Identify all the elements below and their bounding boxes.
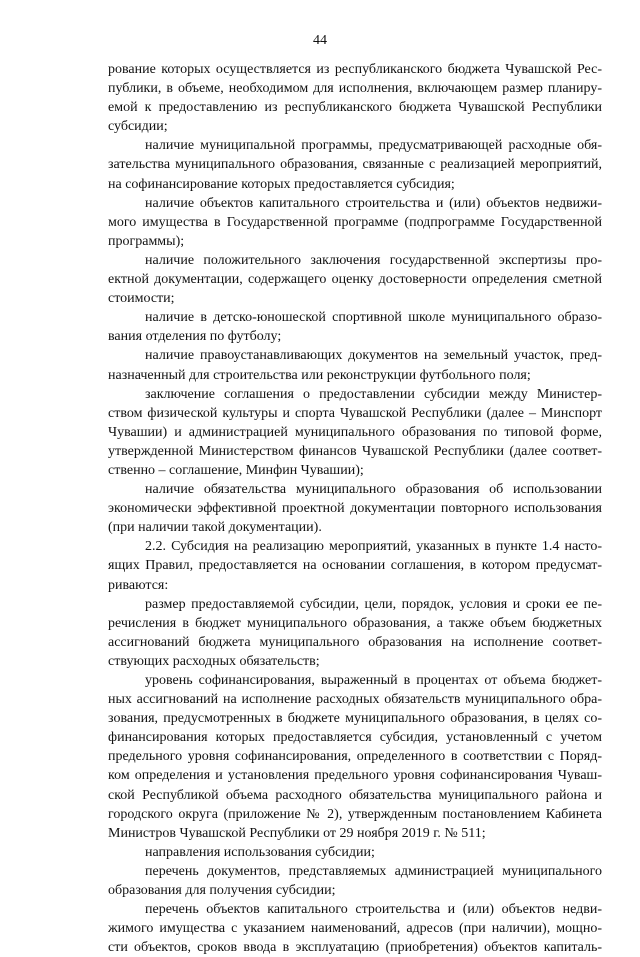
- text-line: экономически эффективной проектной документации повторного использования: [108, 501, 602, 517]
- text-line: риваются:: [108, 577, 169, 593]
- text-line: направления использования субсидии;: [145, 844, 375, 860]
- text-line: перечень объектов капитального строительства и (или) объектов недви-: [145, 902, 602, 918]
- text-line: ектной документации, содержащего оценку достоверности определения сметной: [108, 272, 602, 288]
- text-line: ствующих расходных обязательств;: [108, 653, 320, 669]
- body-text: [108, 60, 602, 957]
- text-line: перечень документов, представляемых администрацией муниципального: [145, 863, 602, 879]
- text-line: сти объектов, сроков ввода в эксплуатацию (приобретения) объектов капиталь-: [108, 940, 602, 956]
- text-line: заключение соглашения о предоставлении субсидии между Министер-: [145, 386, 602, 402]
- text-line: уровень софинансирования, выраженный в процентах от объема бюджет-: [145, 673, 602, 688]
- text-line: зования, предусмотренных в бюджете муниципального образования, в целях со-: [108, 711, 602, 727]
- text-line: наличие объектов капитального строительства и (или) объектов недвижи-: [145, 195, 602, 211]
- text-line: наличие муниципальной программы, предусматривающей расходные обя-: [145, 138, 602, 154]
- text-line: наличие в детско-юношеской спортивной школе муниципального образо-: [145, 310, 602, 326]
- text-line: на софинансирование которых предоставляется субсидия;: [108, 176, 455, 192]
- text-line: мого имущества в Государственной программе (подпрограмме Государственной: [108, 214, 602, 230]
- text-line: (при наличии такой документации).: [108, 520, 322, 536]
- text-line: Чувашии) и администрацией муниципального образования по типовой форме,: [108, 424, 602, 440]
- text-line: вания отделения по футболу;: [108, 329, 282, 345]
- text-line: наличие обязательства муниципального образования об использовании: [145, 482, 602, 498]
- text-line: ской Республикой объема расходного обязательства муниципального района и: [108, 787, 602, 803]
- text-line: публики, в объеме, необходимом для исполнения, включающем размер планиру-: [108, 81, 602, 97]
- text-line: емой к предоставлению из республиканского бюджета Чувашской Республики: [108, 100, 602, 116]
- text-line: зательства муниципального образования, связанные с реализацией мероприятий,: [108, 157, 602, 173]
- text-line: ством физической культуры и спорта Чувашской Республики (далее – Минспорт: [108, 405, 602, 421]
- text-line: утвержденной Министерством финансов Чувашской Республики (далее соответ-: [108, 443, 602, 459]
- text-line: ных ассигнований на исполнение расходных обязательств муниципального обра-: [108, 692, 602, 708]
- text-line: рование которых осуществляется из республиканского бюджета Чувашской Рес-: [108, 62, 602, 77]
- text-line: 2.2. Субсидия на реализацию мероприятий, указанных в пункте 1.4 насто-: [145, 539, 602, 555]
- text-line: ассигнований бюджета муниципального образования на исполнение соответ-: [108, 634, 602, 650]
- text-line: предельного уровня софинансирования, определенного в соответствии с Поряд-: [108, 749, 602, 765]
- page-number: 44: [313, 33, 327, 48]
- text-line: ящих Правил, предоставляется на основании соглашения, в котором предусмат-: [108, 558, 602, 574]
- text-line: Министров Чувашской Республики от 29 ноября 2019 г. № 511;: [108, 825, 486, 841]
- text-line: субсидии;: [108, 119, 168, 135]
- text-line: стоимости;: [108, 291, 175, 307]
- text-line: размер предоставляемой субсидии, цели, порядок, условия и сроки ее пе-: [145, 596, 602, 612]
- text-line: наличие положительного заключения государственной экспертизы про-: [145, 252, 602, 268]
- text-line: жимого имущества с указанием наименований, адресов (при наличии), мощно-: [108, 921, 602, 937]
- text-line: финансирования которых предоставляется субсидия, установленный с учетом: [108, 730, 602, 746]
- text-line: назначенный для строительства или реконструкции футбольного поля;: [108, 367, 531, 383]
- text-line: городского округа (приложение № 2), утвержденным постановлением Кабинета: [108, 806, 602, 822]
- text-line: программы);: [108, 233, 185, 249]
- text-line: ственно – соглашение, Минфин Чувашии);: [108, 462, 364, 478]
- text-line: наличие правоустанавливающих документов на земельный участок, пред-: [145, 348, 602, 364]
- text-line: ком определения и установления предельного уровня софинансирования Чуваш-: [108, 768, 602, 784]
- text-line: образования для получения субсидии;: [108, 883, 336, 899]
- text-line: речисления в бюджет муниципального образования, а также объем бюджетных: [108, 615, 602, 631]
